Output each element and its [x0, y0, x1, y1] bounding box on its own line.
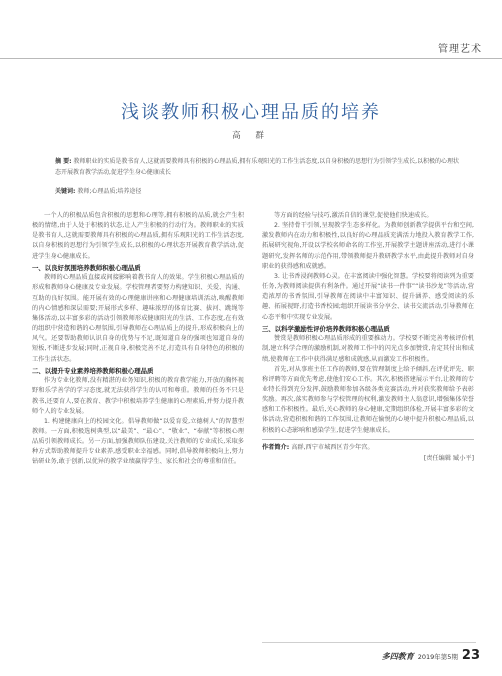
- paragraph: 等方面的经验与技巧,激活自信的课堂,促使他们快速成长。: [274, 212, 433, 219]
- paragraph: 3. 让书香浸润教师心灵。在丰富阅读中强化智慧。学校要将阅读列为重要任务,为教师阅读提供有利条件。通过开展“读书一件事”“读书沙龙”等活动,营造浓厚的书香氛围,引导教师在阅读中丰富知识、提升涵养、感受阅读的乐趣、拓展视野,打造书香校园;组织开展读书分享会、读书交流活动,引导教师在心态平和中实现专业发展。: [262, 272, 474, 321]
- author-note: [262, 439, 474, 453]
- intro-paragraph: 一个人的积极品质包含积极的思想和心理等,拥有积极的品质,就会产生积极的情绪,由于人处于积极的状态,让人产生积极的行动行为。教师职业的实质是教书育人,这就需要教师具有积极的心理品质,拥有乐观阳光的工作生活态度,以自身积极的思想行为引领学生成长,以积极的心理状态开展教育教学活动,促进学生身心健康成长。: [32, 212, 244, 260]
- section-heading-3: 三、以科学激励性评价培养教师积极心理品质: [262, 324, 390, 333]
- paragraph: 赞赏是教师积极心理品质形成的重要推动力。学校要不断完善考核评价机制,建立科学合理的激励机制,对教师工作中的闪光点多加赞赏,肯定其付出和成绩,使教师在工作中获得满足感和成就感,从而激发工作积极性。: [262, 335, 474, 363]
- author-note-label: 作者简介:: [262, 443, 290, 451]
- keywords: [55, 186, 465, 195]
- editor-credit: [责任编辑 臧小平]: [423, 454, 474, 462]
- left-column: [32, 211, 244, 468]
- magazine-name: 多四教育: [381, 651, 414, 661]
- paragraph: 2. 坚持骨干引领,呈现教学生态多样化。为教师创新教学提供平台和空间,激发教师内在动力和积极性,以良好的心理品质充满活力地投入教育教学工作,拓展研究视角,开设以学校名师命名的工作室,开展教学主题讲座活动,进行小课题研究,发挥名师的示范作用,带领教师提升教研教学水平,由此提升教师对自身职业的获得感和成就感。: [262, 222, 474, 270]
- article-title: 浅谈教师积极心理品质的培养: [121, 102, 381, 123]
- right-column: [262, 211, 474, 464]
- paragraph: 首先,对从事班主任工作的教师,要在管理制度上给予倾斜,在评优评先、职称评聘等方面优先考虑,使他们安心工作。其次,积极搭建展示平台,让教师的专业特长得到充分发挥,鼓励教师参加各级各类竞赛活动,并对获奖教师给予表彰奖励。再次,落实教师参与学校管理的权利,激发教师主人翁意识,增强集体荣誉感和工作积极性。最后,关心教师的身心健康,定期组织体检,开展丰富多彩的文体活动,营造积极和谐的工作氛围,让教师在愉悦的心境中提升积极心理品质,以积极的心态影响和感染学生,促进学生健康成长。: [262, 365, 474, 434]
- abstract-text: 教师职业的实质是教书育人,这就需要教师具有积极的心理品质,拥有乐观阳光的工作生活态度,以自身积极的思想行为引领学生成长,以积极的心理状态开展教育教学活动,促进学生身心健康成长: [55, 158, 460, 176]
- keywords-label: 关键词:: [55, 188, 76, 195]
- footer-rule: [262, 642, 476, 643]
- paragraph: 作为专业化教师,没有精湛的业务知识,积极的教育教学能力,开放的胸怀视野和乐学善学的学习态度,就无法获得学生的认可和尊重。教师的任务不只是教书,还要育人,要在教育、教学中积极培养学生健康的心理素质,并努力提升教师个人的专业发展。: [32, 377, 244, 415]
- author-note-text: 高群,西宁市城西区青少年宫。: [291, 443, 374, 451]
- abstract: [55, 157, 465, 178]
- paragraph: 教师的心理品质直接或间接影响着教书育人的效果。学生积极心理品质的形成和教师身心健康及专业发展。学校管理者要努力构建知识、关爱、沟通、互助的良好氛围。能开展有效的心理健康讲座和心理健康培训活动,唤醒教师的内心情感和深层需要;开展形式多样、趣味浓厚的体育比赛、拔河、跳绳等集体活动,以丰富多彩的活动引领教师形成健康阳光的生活、工作态度,在有效的组织中营造和谐的心理氛围,引导教师在心理品质上的提升,形成积极向上的风气。还要帮助教师认识自身的优势与不足,既知道自身的强项也知道自身的短板,不断进步发展;同时,正视自身,积极完善不足,打造具有自身特色的积极的工作生活状态。: [32, 274, 244, 363]
- abstract-label: 摘 要:: [55, 158, 72, 165]
- issue-label: 2019年第5期: [417, 653, 458, 661]
- page-footer: [382, 648, 480, 663]
- page-number: 23: [461, 648, 480, 663]
- header-rule: [0, 58, 502, 59]
- keywords-text: 教师;心理品质;培养途径: [77, 188, 142, 195]
- article-author: 高 群: [232, 131, 270, 141]
- section-tag: 管理艺术: [438, 44, 482, 55]
- section-heading-2: 二、以提升专业素养培养教师积极心理品质: [32, 366, 154, 375]
- section-heading-1: 一、以良好氛围培养教师积极心理品质: [32, 263, 141, 272]
- paragraph: 1. 构建健康向上的校园文化。倡导教师做“以爱育爱,立德树人”的智慧型教师。一方面,积极选树典型,以“最美”、“最心”、“敬业”、“奉献”等积极心理品质引领教师成长。另一方面,加强教师队伍建设,关注教师的专业成长,采取多种方式帮助教师提升专业素养,感受职业幸福感。同时,倡导教师积极向上,努力钻研业务,敢于创新,以优异的教学业绩赢得学生、家长和社会的尊重和信任。: [32, 417, 244, 466]
